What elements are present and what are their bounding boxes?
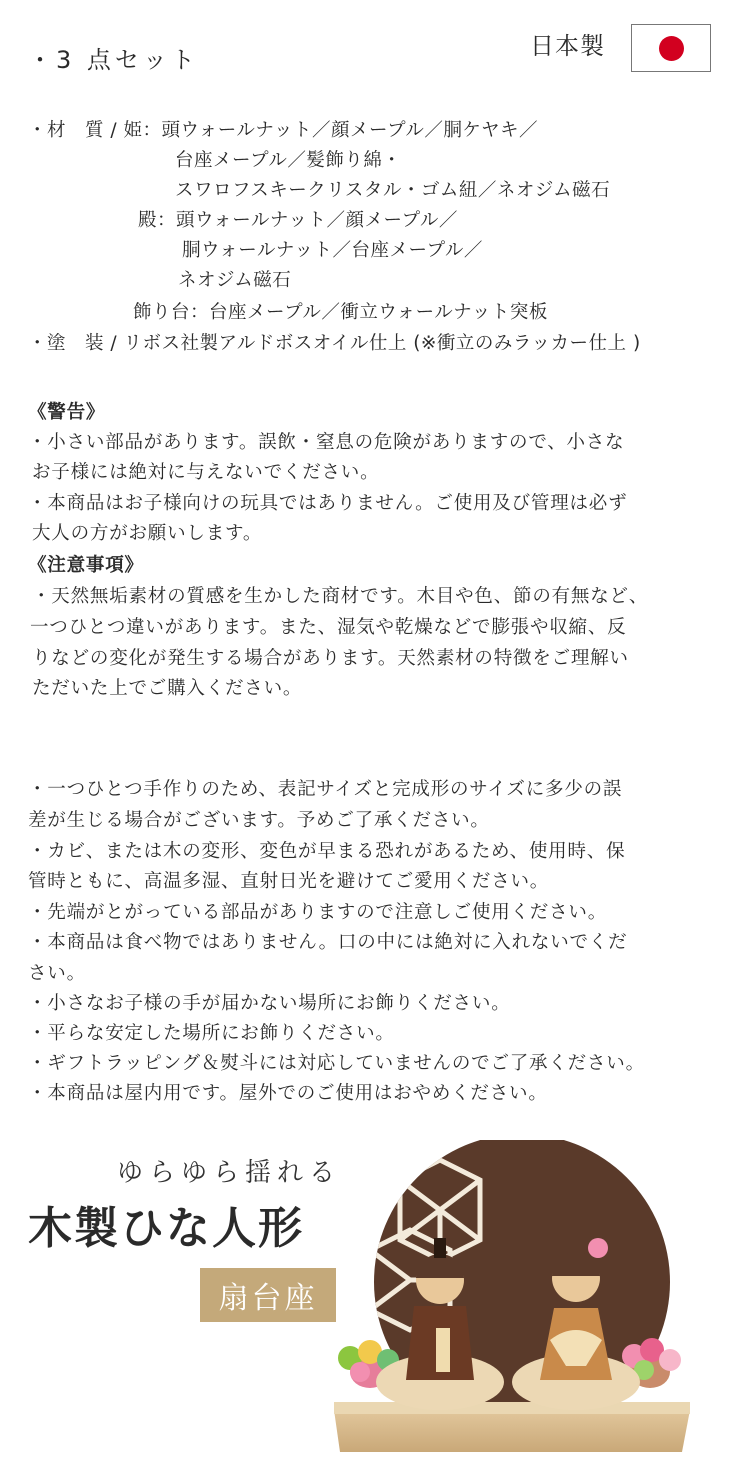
- base-stand: [334, 1402, 690, 1452]
- notes-line: 一つひとつ違いがあります。また、湿気や乾燥などで膨張や収縮、反: [30, 617, 627, 638]
- caution-line: ・先端がとがっている部品がありますので注意しご使用ください。: [28, 902, 608, 923]
- product-badge-label: 扇台座: [218, 1281, 318, 1316]
- caution-line: 差が生じる場合がございます。予めご了承ください。: [28, 810, 490, 831]
- material-line: ・材 質 / 姫：頭ウォールナット／顔メープル／胴ケヤキ／: [28, 120, 538, 141]
- caution-line: さい。: [28, 963, 86, 984]
- caution-line: ・一つひとつ手作りのため、表記サイズと完成形のサイズに多少の誤: [28, 779, 623, 800]
- warning-line: お子様には絶対に与えないでください。: [32, 462, 380, 483]
- notes-heading: 《注意事項》: [28, 555, 144, 576]
- japan-flag-icon: [631, 24, 711, 72]
- caution-line: 管時ともに、高温多湿、直射日光を避けてご愛用ください。: [28, 871, 550, 892]
- material-line: 台座メープル／髪飾り綿・: [175, 150, 402, 171]
- material-line: 飾り台：台座メープル／衝立ウォールナット突板: [133, 302, 548, 323]
- notes-line: りなどの変化が発生する場合があります。天然素材の特徴をご理解い: [32, 648, 629, 669]
- material-line: 胴ウォールナット／台座メープル／: [182, 240, 483, 261]
- notes-line: ・天然無垢素材の質感を生かした商材です。木目や色、節の有無など、: [32, 586, 649, 607]
- caution-line: ・ギフトラッピング＆熨斗には対応していませんのでご了承ください。: [28, 1053, 645, 1074]
- caution-line: ・本商品は屋内用です。屋外でのご使用はおやめください。: [28, 1083, 548, 1104]
- caution-line: ・カビ、または木の変形、変色が早まる恐れがあるため、使用時、保: [28, 841, 626, 862]
- warning-heading: 《警告》: [28, 402, 106, 423]
- coating-line: ・塗 装 / リボス社製アルドボスオイル仕上 (※衝立のみラッカー仕上 ): [28, 333, 641, 354]
- warning-line: 大人の方がお願いします。: [32, 523, 263, 544]
- made-in-japan-label: 日本製: [530, 32, 605, 60]
- hina-doll-photo: [330, 1140, 710, 1460]
- warning-line: ・本商品はお子様向けの玩具ではありません。ご使用及び管理は必ず: [28, 493, 628, 514]
- product-tagline: ゆらゆら揺れる: [117, 1158, 342, 1188]
- material-line: ネオジム磁石: [178, 270, 292, 291]
- caution-line: ・本商品は食べ物ではありません。口の中には絶対に入れないでくだ: [28, 932, 628, 953]
- material-line: スワロフスキークリスタル・ゴム紐／ネオジム磁石: [175, 180, 611, 201]
- notes-line: ただいた上でご購入ください。: [32, 678, 303, 699]
- caution-line: ・小さなお子様の手が届かない場所にお飾りください。: [28, 993, 511, 1014]
- caution-line: ・平らな安定した場所にお飾りください。: [28, 1023, 395, 1044]
- product-name: 木製ひな人形: [28, 1203, 304, 1254]
- set-title: ・3 点セット: [28, 46, 199, 74]
- material-line: 殿：頭ウォールナット／顔メープル／: [138, 210, 458, 231]
- warning-line: ・小さい部品があります。誤飲・窒息の危険がありますので、小さな: [28, 432, 625, 453]
- product-badge: [200, 1268, 336, 1322]
